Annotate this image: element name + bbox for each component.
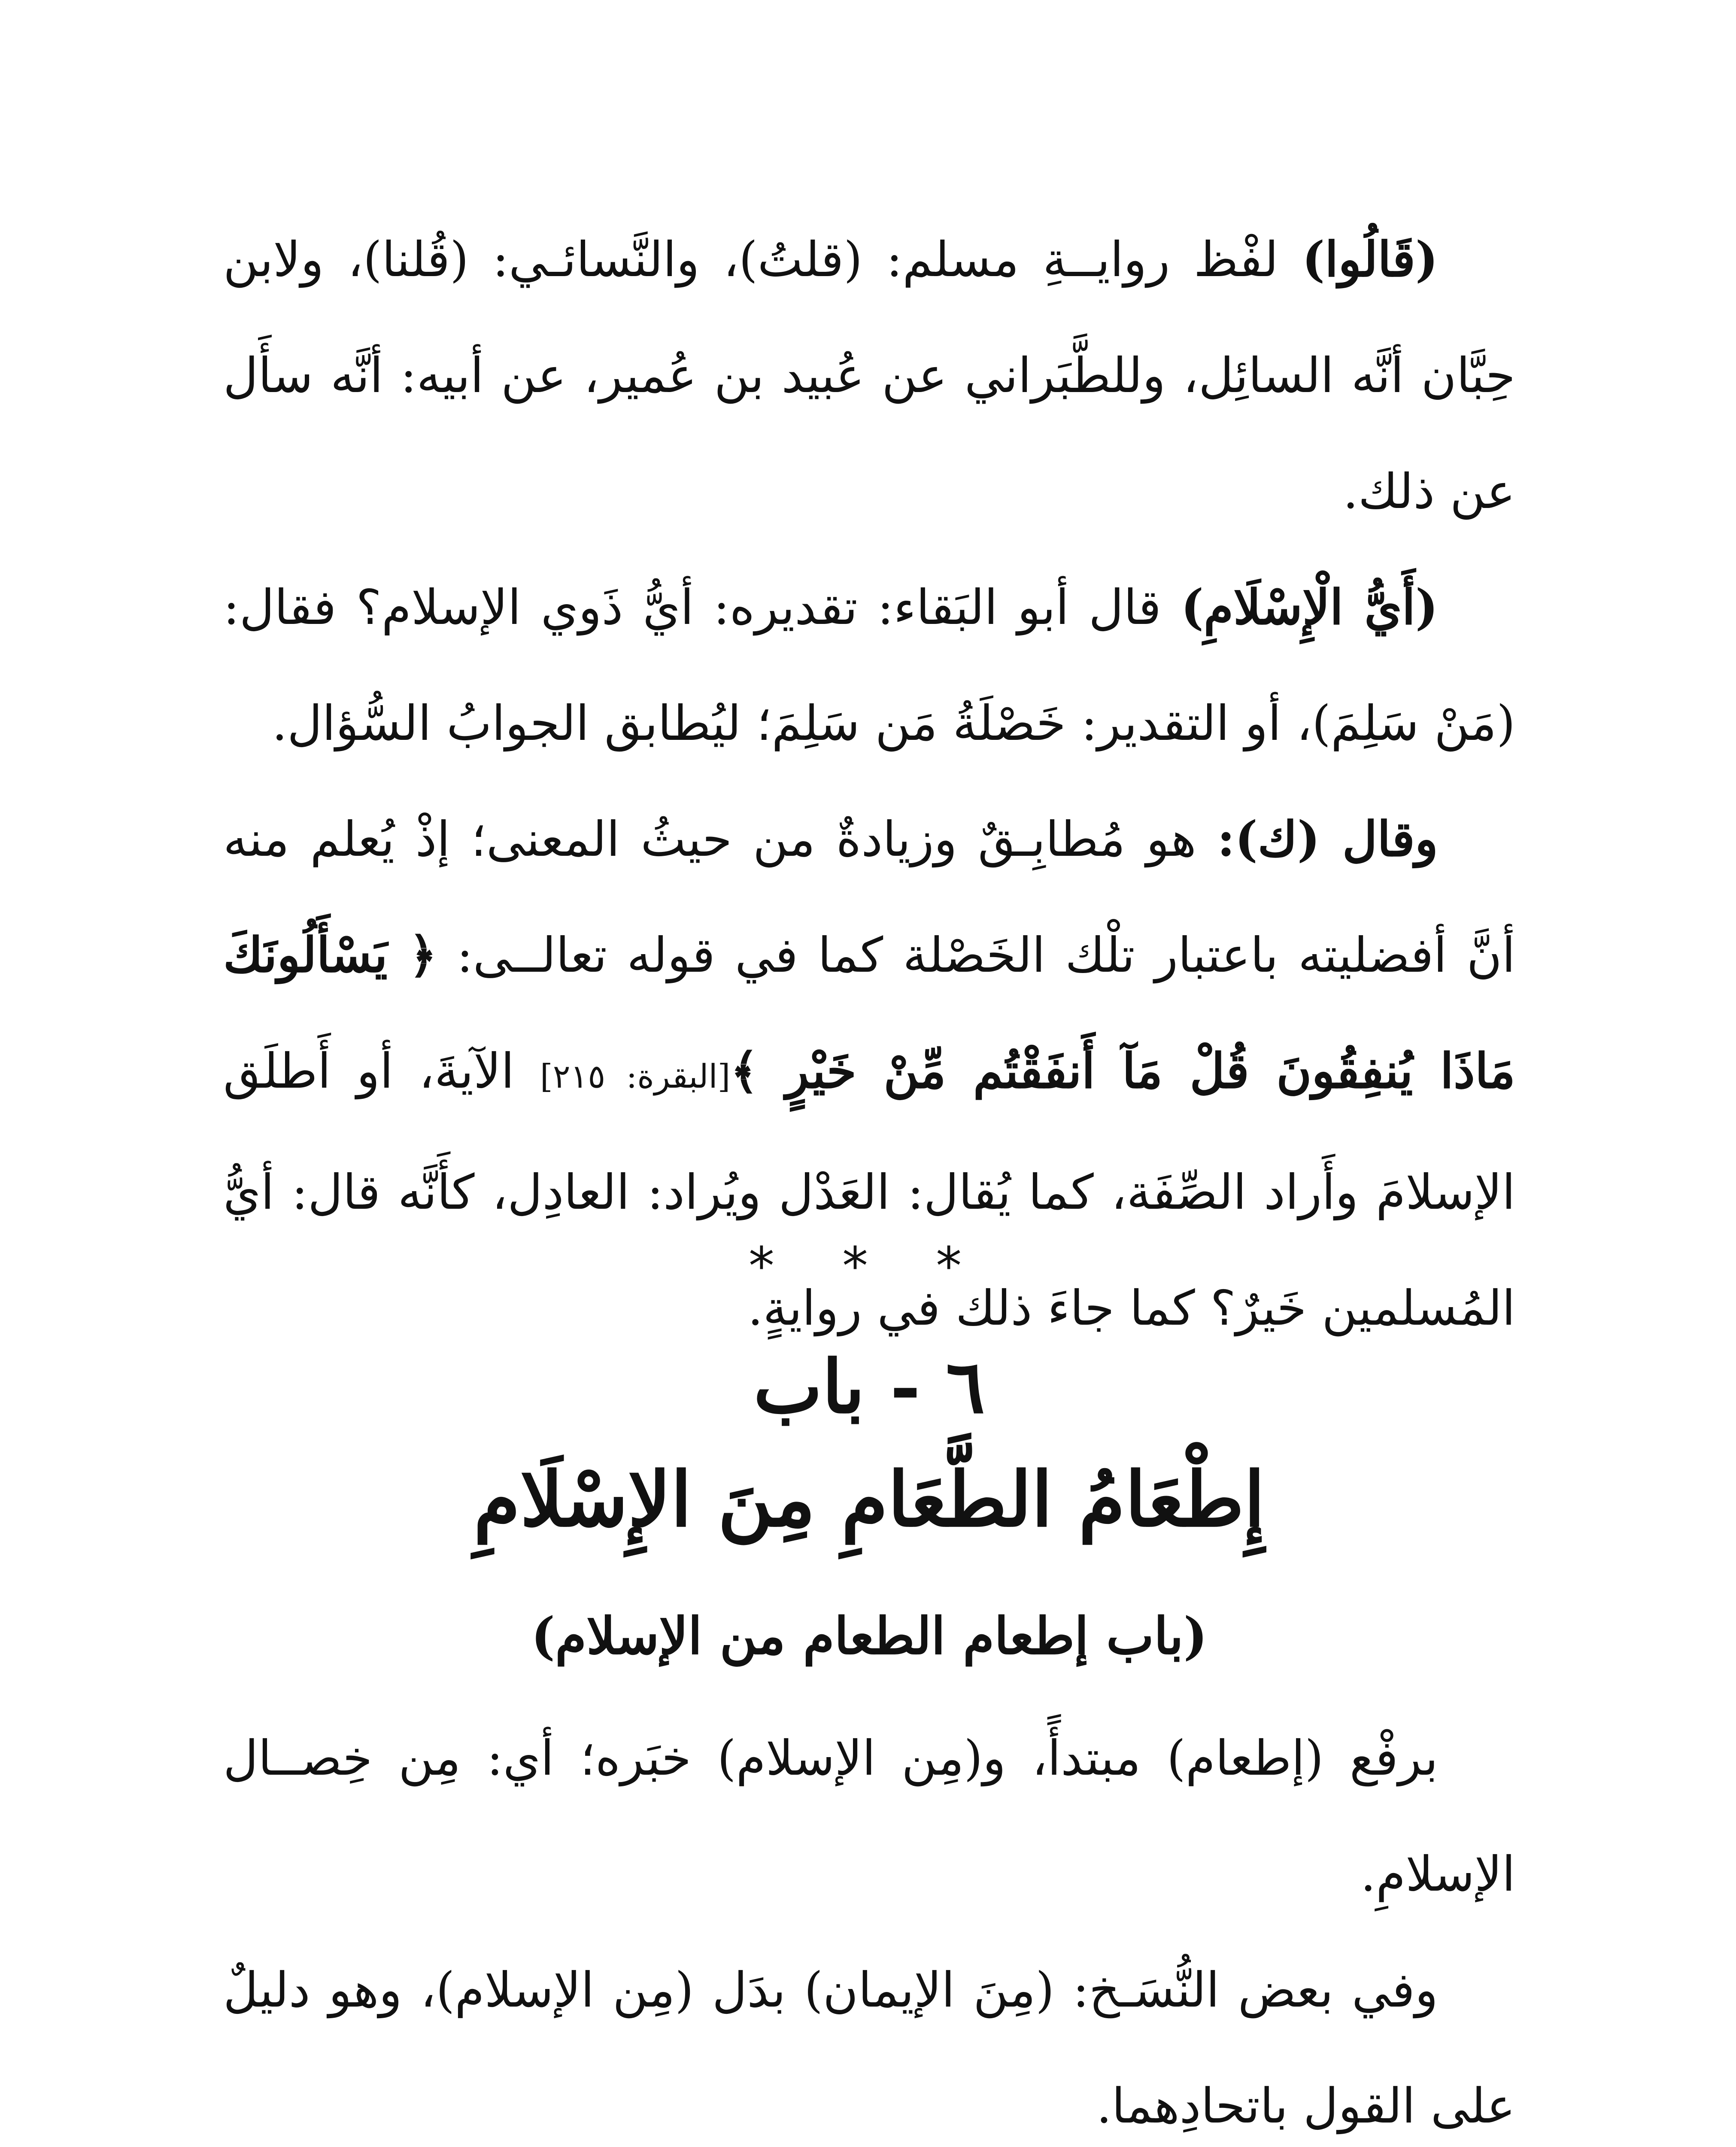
paragraph-ayyu-islam bbox=[223, 550, 1515, 782]
chapter-number: ٦ - باب bbox=[753, 1344, 985, 1430]
paragraph-lead: وقال (ك): bbox=[1217, 811, 1438, 867]
paragraph-text: هو مُطابِـقٌ وزيادةٌ من حيثُ المعنى؛ إذْ يُعلم منه أنَّ أفضليته باعتبار تلْك الخَصْلة كما في قوله تعالــى: bbox=[223, 812, 1515, 983]
paragraph-nusakh: وفي بعض النُّسَـخ: (مِنَ الإيمان) بدَل (مِن الإسلام)، وهو دليلٌ على القول باتحادِهما. bbox=[223, 1962, 1515, 2134]
paragraph-text: الآيةَ، أو أَطلَق الإسلامَ وأَراد الصِّفَة، كما يُقال: العَدْل ويُراد: العادِل، كأَنَّه قال: أيُّ المُسلمين خَيرٌ؟ كما جاءَ ذلك في روايةٍ. bbox=[223, 1043, 1515, 1336]
paragraph-text: لفْظ روايــةِ مسلم: (قلتُ)، والنَّسائـي: (قُلنا)، ولابن حِبَّان أنَّه السائِل، وللطَّبَراني عن عُبيد بن عُمير، عن أبيه: أنَّه سأَل عن ذلك. bbox=[223, 232, 1515, 520]
chapter-subtitle: (باب إطعام الطعام من الإسلام) bbox=[531, 1606, 1208, 1666]
commentary-block-bottom bbox=[223, 1700, 1515, 2147]
commentary-block-top bbox=[223, 202, 1515, 1366]
quran-citation: [البقرة: ٢١٥] bbox=[540, 1057, 731, 1095]
paragraph-text: قال أبو البَقاء: تقديره: أيُّ ذَوي الإسلام؟ فقال: (مَنْ سَلِمَ)، أو التقدير: خَصْلَةُ مَن سَلِمَ؛ ليُطابق الجوابُ السُّؤال. bbox=[223, 580, 1515, 751]
separator-stars: * * * bbox=[748, 1237, 988, 1296]
paragraph-qalu bbox=[223, 202, 1515, 550]
paragraph-raf: برفْع (إطعام) مبتدأً، و(مِن الإسلام) خبَره؛ أي: مِن خِصــال الإسلامِ. bbox=[223, 1730, 1515, 1902]
chapter-title: إِطْعَامُ الطَّعَامِ مِنَ الإِسْلَامِ bbox=[473, 1456, 1265, 1544]
paragraph-lead: (أَيُّ الْإِسْلَامِ) bbox=[1181, 579, 1439, 636]
paragraph-lead: (قَالُوا) bbox=[1302, 231, 1438, 288]
quran-verse: ﴿ يَسْأَلُونَكَ مَاذَا يُنفِقُونَ قُلْ مَآ أَنفَقْتُم مِّنْ خَيْرٍ ﴾ bbox=[223, 927, 1515, 1099]
